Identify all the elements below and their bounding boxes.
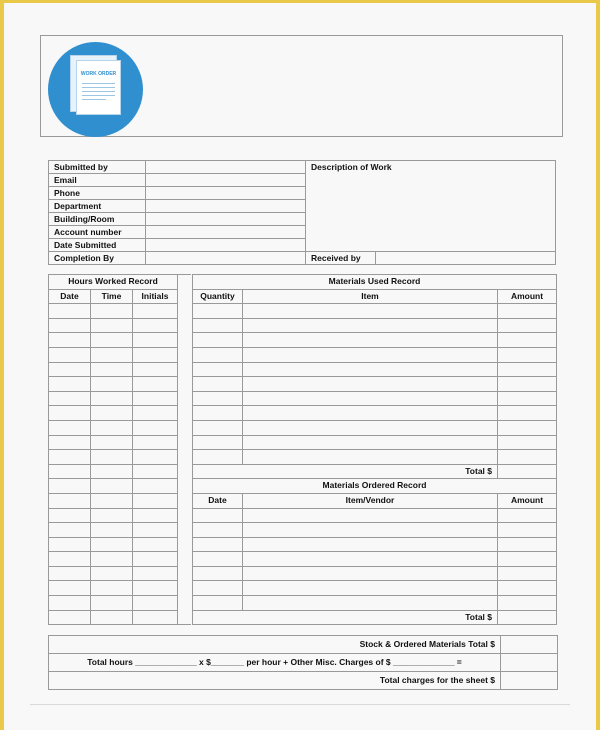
table-row — [49, 464, 178, 479]
hours-cell[interactable] — [91, 406, 133, 421]
table-row — [193, 333, 557, 348]
hours-cell[interactable] — [133, 347, 178, 362]
hours-cell[interactable] — [91, 333, 133, 348]
table-row — [49, 508, 178, 523]
table-row — [49, 537, 178, 552]
materials-ordered-cell[interactable] — [193, 508, 243, 523]
hours-cell[interactable] — [49, 493, 91, 508]
hours-charges-field[interactable] — [501, 654, 558, 672]
hours-worked-table — [48, 274, 178, 625]
hours-cell[interactable] — [133, 450, 178, 465]
table-row — [49, 304, 178, 319]
hours-cell[interactable] — [133, 420, 178, 435]
materials-used-cell[interactable] — [243, 450, 498, 465]
hours-cell[interactable] — [133, 304, 178, 319]
materials-used-cell[interactable] — [243, 333, 498, 348]
materials-ordered-cell[interactable] — [193, 581, 243, 596]
materials-used-cell[interactable] — [193, 333, 243, 348]
table-row — [49, 552, 178, 567]
phone-field[interactable] — [146, 187, 306, 200]
materials-used-cell[interactable] — [193, 435, 243, 450]
hours-cell[interactable] — [133, 523, 178, 538]
table-row — [49, 362, 178, 377]
description-label: Description of Work — [311, 162, 392, 172]
hours-cell[interactable] — [49, 523, 91, 538]
materials-used-cell[interactable] — [498, 406, 557, 421]
table-row — [49, 493, 178, 508]
hours-cell[interactable] — [133, 581, 178, 596]
table-row — [193, 552, 557, 567]
table-row — [49, 333, 178, 348]
hours-cell[interactable] — [49, 318, 91, 333]
table-row — [193, 493, 557, 508]
table-row — [193, 435, 557, 450]
logo-text: WORK ORDER — [80, 71, 117, 77]
hours-title: Hours Worked Record — [49, 275, 178, 290]
materials-used-cell[interactable] — [498, 391, 557, 406]
hours-cell[interactable] — [49, 552, 91, 567]
hours-cell[interactable] — [49, 581, 91, 596]
materials-used-cell[interactable] — [193, 450, 243, 465]
table-row — [49, 479, 178, 494]
table-row — [49, 347, 178, 362]
column-header: Amount — [498, 493, 557, 508]
total-row — [193, 610, 557, 625]
materials-used-cell[interactable] — [498, 420, 557, 435]
hours-cell[interactable] — [133, 552, 178, 567]
email-field[interactable] — [146, 174, 306, 187]
table-row — [193, 347, 557, 362]
materials-used-cell[interactable] — [193, 304, 243, 319]
hours-cell[interactable] — [91, 508, 133, 523]
table-row — [193, 596, 557, 611]
materials-ordered-cell[interactable] — [243, 537, 498, 552]
info-label: Date Submitted — [49, 239, 146, 252]
hours-cell[interactable] — [91, 566, 133, 581]
hours-cell[interactable] — [91, 537, 133, 552]
description-of-work-field[interactable] — [306, 161, 556, 252]
hours-cell[interactable] — [49, 347, 91, 362]
hours-cell[interactable] — [49, 566, 91, 581]
column-gap — [178, 274, 191, 625]
table-row — [193, 537, 557, 552]
materials-used-cell[interactable] — [498, 450, 557, 465]
hours-cell[interactable] — [133, 406, 178, 421]
materials-used-cell[interactable] — [498, 362, 557, 377]
hours-cell[interactable] — [49, 450, 91, 465]
column-header: Amount — [498, 289, 557, 304]
materials-ordered-title: Materials Ordered Record — [193, 479, 557, 494]
materials-used-cell[interactable] — [498, 333, 557, 348]
table-row — [193, 566, 557, 581]
table-row — [193, 581, 557, 596]
hours-cell[interactable] — [91, 362, 133, 377]
materials-ordered-cell[interactable] — [193, 537, 243, 552]
hours-cell[interactable] — [91, 318, 133, 333]
materials-used-cell[interactable] — [498, 377, 557, 392]
submitted-by-field[interactable] — [146, 161, 306, 174]
column-header: Time — [91, 289, 133, 304]
hours-cell[interactable] — [133, 391, 178, 406]
materials-used-cell[interactable] — [243, 304, 498, 319]
table-row — [193, 479, 557, 494]
column-header: Item/Vendor — [243, 493, 498, 508]
materials-used-cell[interactable] — [243, 406, 498, 421]
total-row — [193, 464, 557, 479]
materials-ordered-cell[interactable] — [243, 581, 498, 596]
materials-ordered-cell[interactable] — [498, 596, 557, 611]
building-room-field[interactable] — [146, 213, 306, 226]
materials-used-cell[interactable] — [193, 318, 243, 333]
sheet-total-label: Total charges for the sheet $ — [49, 672, 501, 690]
hours-cell[interactable] — [91, 596, 133, 611]
hours-cell[interactable] — [133, 362, 178, 377]
totals-table — [48, 635, 558, 690]
hours-cell[interactable] — [49, 377, 91, 392]
column-header: Quantity — [193, 289, 243, 304]
hours-cell[interactable] — [49, 479, 91, 494]
hours-cell[interactable] — [133, 318, 178, 333]
hours-cell[interactable] — [91, 450, 133, 465]
materials-used-cell[interactable] — [193, 377, 243, 392]
materials-used-cell[interactable] — [243, 318, 498, 333]
materials-used-cell[interactable] — [243, 420, 498, 435]
materials-used-cell[interactable] — [243, 435, 498, 450]
materials-ordered-cell[interactable] — [498, 566, 557, 581]
received-by-field[interactable] — [376, 252, 556, 265]
materials-used-total-label: Total $ — [193, 464, 498, 479]
hours-cell[interactable] — [133, 537, 178, 552]
info-label: Phone — [49, 187, 146, 200]
hours-cell[interactable] — [91, 552, 133, 567]
stock-total-field[interactable] — [501, 636, 558, 654]
table-row — [49, 318, 178, 333]
table-row — [49, 566, 178, 581]
hours-cell[interactable] — [91, 420, 133, 435]
info-label: Completion By — [49, 252, 146, 265]
table-row — [49, 596, 178, 611]
materials-ordered-total-field[interactable] — [498, 610, 557, 625]
hours-cell[interactable] — [49, 435, 91, 450]
table-row — [49, 523, 178, 538]
hours-cell[interactable] — [133, 508, 178, 523]
table-row — [49, 406, 178, 421]
hours-cell[interactable] — [133, 333, 178, 348]
work-order-document-icon — [76, 60, 121, 115]
column-header: Initials — [133, 289, 178, 304]
materials-used-total-field[interactable] — [498, 464, 557, 479]
materials-used-cell[interactable] — [498, 347, 557, 362]
department-field[interactable] — [146, 200, 306, 213]
table-row — [193, 406, 557, 421]
materials-used-cell[interactable] — [498, 304, 557, 319]
account-number-field[interactable] — [146, 226, 306, 239]
materials-used-cell[interactable] — [193, 420, 243, 435]
table-row — [49, 450, 178, 465]
hours-cell[interactable] — [49, 362, 91, 377]
materials-ordered-total-label: Total $ — [193, 610, 498, 625]
hours-cell[interactable] — [49, 596, 91, 611]
table-row — [49, 435, 178, 450]
table-row — [49, 610, 178, 625]
info-label: Department — [49, 200, 146, 213]
table-row — [193, 508, 557, 523]
materials-used-cell[interactable] — [243, 362, 498, 377]
materials-used-title: Materials Used Record — [193, 275, 557, 290]
table-row — [49, 581, 178, 596]
hours-cell[interactable] — [133, 493, 178, 508]
hours-cell[interactable] — [133, 610, 178, 625]
info-label: Email — [49, 174, 146, 187]
hours-charges-label: Total hours _____________ x $_______ per hour + Other Misc. Charges of $ _____________ = — [49, 654, 501, 672]
materials-used-cell[interactable] — [193, 391, 243, 406]
materials-ordered-cell[interactable] — [193, 552, 243, 567]
hours-cell[interactable] — [133, 479, 178, 494]
hours-cell[interactable] — [49, 406, 91, 421]
table-row — [193, 362, 557, 377]
request-info-table — [48, 160, 556, 265]
materials-ordered-cell[interactable] — [498, 508, 557, 523]
materials-used-cell[interactable] — [193, 362, 243, 377]
materials-ordered-cell[interactable] — [193, 523, 243, 538]
hours-cell[interactable] — [133, 566, 178, 581]
hours-cell[interactable] — [91, 610, 133, 625]
materials-ordered-cell[interactable] — [498, 523, 557, 538]
received-by-label: Received by — [306, 252, 376, 265]
hours-cell[interactable] — [133, 377, 178, 392]
info-label: Account number — [49, 226, 146, 239]
hours-cell[interactable] — [91, 391, 133, 406]
materials-used-cell[interactable] — [193, 347, 243, 362]
hours-cell[interactable] — [91, 479, 133, 494]
hours-cell[interactable] — [91, 464, 133, 479]
table-row — [193, 318, 557, 333]
divider — [30, 704, 570, 705]
hours-cell[interactable] — [49, 464, 91, 479]
materials-used-cell[interactable] — [243, 347, 498, 362]
table-row — [193, 523, 557, 538]
hours-cell[interactable] — [49, 304, 91, 319]
hours-cell[interactable] — [91, 523, 133, 538]
completion-by-field[interactable] — [146, 252, 306, 265]
hours-cell[interactable] — [91, 347, 133, 362]
table-row — [193, 420, 557, 435]
info-label: Submitted by — [49, 161, 146, 174]
materials-used-cell[interactable] — [193, 406, 243, 421]
materials-used-cell[interactable] — [243, 377, 498, 392]
hours-cell[interactable] — [49, 610, 91, 625]
materials-ordered-cell[interactable] — [243, 596, 498, 611]
date-submitted-field[interactable] — [146, 239, 306, 252]
column-header: Date — [193, 493, 243, 508]
materials-ordered-cell[interactable] — [193, 566, 243, 581]
hours-cell[interactable] — [91, 435, 133, 450]
materials-used-cell[interactable] — [498, 435, 557, 450]
info-label: Building/Room — [49, 213, 146, 226]
column-header: Date — [49, 289, 91, 304]
hours-cell[interactable] — [49, 508, 91, 523]
hours-cell[interactable] — [49, 420, 91, 435]
hours-cell[interactable] — [91, 304, 133, 319]
table-row — [193, 377, 557, 392]
materials-ordered-cell[interactable] — [193, 596, 243, 611]
hours-cell[interactable] — [133, 464, 178, 479]
table-row — [49, 391, 178, 406]
stock-total-label: Stock & Ordered Materials Total $ — [49, 636, 501, 654]
table-row — [193, 450, 557, 465]
materials-ordered-cell[interactable] — [243, 523, 498, 538]
sheet-total-field[interactable] — [501, 672, 558, 690]
hours-cell[interactable] — [91, 581, 133, 596]
materials-ordered-cell[interactable] — [243, 566, 498, 581]
hours-cell[interactable] — [49, 333, 91, 348]
materials-ordered-cell[interactable] — [498, 552, 557, 567]
table-row — [193, 391, 557, 406]
materials-used-cell[interactable] — [498, 318, 557, 333]
materials-ordered-cell[interactable] — [243, 552, 498, 567]
table-row — [49, 377, 178, 392]
materials-ordered-cell[interactable] — [498, 537, 557, 552]
materials-table — [192, 274, 557, 625]
hours-cell[interactable] — [133, 435, 178, 450]
materials-ordered-cell[interactable] — [498, 581, 557, 596]
hours-cell[interactable] — [91, 493, 133, 508]
hours-cell[interactable] — [91, 377, 133, 392]
column-header: Item — [243, 289, 498, 304]
table-row — [49, 420, 178, 435]
hours-cell[interactable] — [49, 391, 91, 406]
table-row — [193, 304, 557, 319]
hours-cell[interactable] — [49, 537, 91, 552]
materials-ordered-cell[interactable] — [243, 508, 498, 523]
materials-used-cell[interactable] — [243, 391, 498, 406]
hours-cell[interactable] — [133, 596, 178, 611]
